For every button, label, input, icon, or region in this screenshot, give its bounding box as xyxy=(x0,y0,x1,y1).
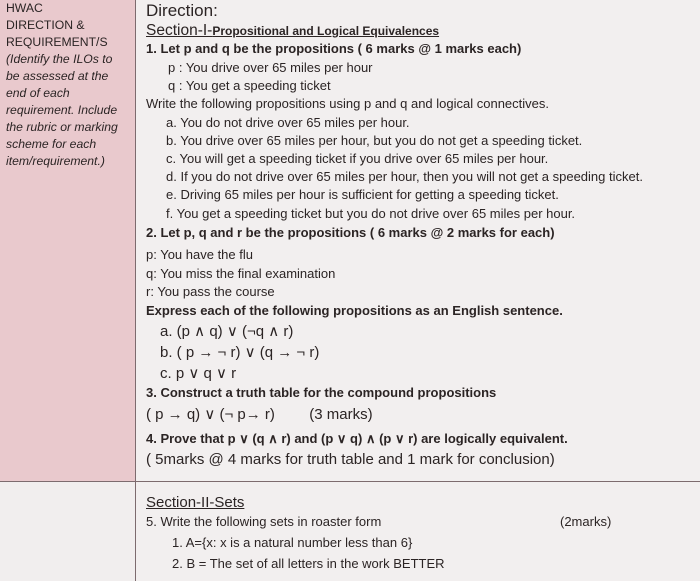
section1-prefix: Section-I- xyxy=(146,22,213,39)
label-direction: DIRECTION & xyxy=(6,18,85,32)
hint-line: scheme for each xyxy=(6,137,97,151)
q1-item-d: d. If you do not drive over 65 miles per hour, then you will not get a speeding ticket. xyxy=(166,169,643,184)
q1-p-definition: p : You drive over 65 miles per hour xyxy=(168,60,373,75)
q5-item-1: 1. A={x: x is a natural number less than 6} xyxy=(172,535,413,550)
q2-item-a: a. (p ∧ q) ∨ (¬q ∧ r) xyxy=(160,323,294,340)
q5-stem: 5. Write the following sets in roaster form xyxy=(146,514,382,529)
label-hwac: HWAC xyxy=(6,1,43,15)
q2-def-q: q: You miss the final examination xyxy=(146,266,336,281)
hint-line: (Identify the ILOs to xyxy=(6,52,113,66)
section2-heading: Section-II-Sets xyxy=(146,494,245,511)
direction-title: Direction: xyxy=(146,1,218,20)
q1-item-f: f. You get a speeding ticket but you do not drive over 65 miles per hour. xyxy=(166,206,576,221)
q1-item-c: c. You will get a speeding ticket if you drive over 65 miles per hour. xyxy=(166,151,549,166)
q5-marks: (2marks) xyxy=(560,514,612,529)
q1-item-e: e. Driving 65 miles per hour is sufficient for getting a speeding ticket. xyxy=(166,187,559,202)
q3-expr: ( p → q) ∨ (¬ p→ r) xyxy=(146,406,275,423)
q1-instruction: Write the following propositions using p and q and logical connectives. xyxy=(146,96,549,111)
q3-stem: 3. Construct a truth table for the compound propositions xyxy=(146,385,497,400)
q5-item-2: 2. B = The set of all letters in the work BETTER xyxy=(172,556,445,571)
hint-line: end of each xyxy=(6,86,70,100)
q2-item-c: c. p ∨ q ∨ r xyxy=(160,365,237,382)
q1-item-a: a. You do not drive over 65 miles per hour. xyxy=(166,115,410,130)
hint-line: item/requirement.) xyxy=(6,154,105,168)
q4-stem: 4. Prove that p ∨ (q ∧ r) and (p ∨ q) ∧ (p ∨ r) are logically equivalent. xyxy=(146,431,568,446)
q4-marks: ( 5marks @ 4 marks for truth table and 1 mark for conclusion) xyxy=(146,451,555,468)
hint-line: the rubric or marking xyxy=(6,120,118,134)
q2-def-p: p: You have the flu xyxy=(146,247,253,262)
label-requirements: REQUIREMENT/S xyxy=(6,35,108,49)
hint-line: be assessed at the xyxy=(6,69,109,83)
requirements-label-cell xyxy=(0,0,136,482)
q3-marks: (3 marks) xyxy=(309,406,373,423)
section1-heading xyxy=(146,22,439,40)
q2-def-r: r: You pass the course xyxy=(146,284,275,299)
hint-line: requirement. Include xyxy=(6,103,118,117)
q2-instruction: Express each of the following propositions as an English sentence. xyxy=(146,303,563,318)
q2-item-b: b. ( p → ¬ r) ∨ (q → ¬ r) xyxy=(160,344,320,361)
direction-cell xyxy=(136,0,700,482)
q1-stem: 1. Let p and q be the propositions ( 6 marks @ 1 marks each) xyxy=(146,41,522,56)
q1-q-definition: q : You get a speeding ticket xyxy=(168,78,331,93)
q3-expression xyxy=(146,405,373,423)
section1-title: Propositional and Logical Equivalences xyxy=(212,24,440,38)
left-empty-cell xyxy=(0,482,136,581)
q2-stem: 2. Let p, q and r be the propositions ( 6 marks @ 2 marks for each) xyxy=(146,225,555,240)
q1-item-b: b. You drive over 65 miles per hour, but you do not get a speeding ticket. xyxy=(166,133,583,148)
